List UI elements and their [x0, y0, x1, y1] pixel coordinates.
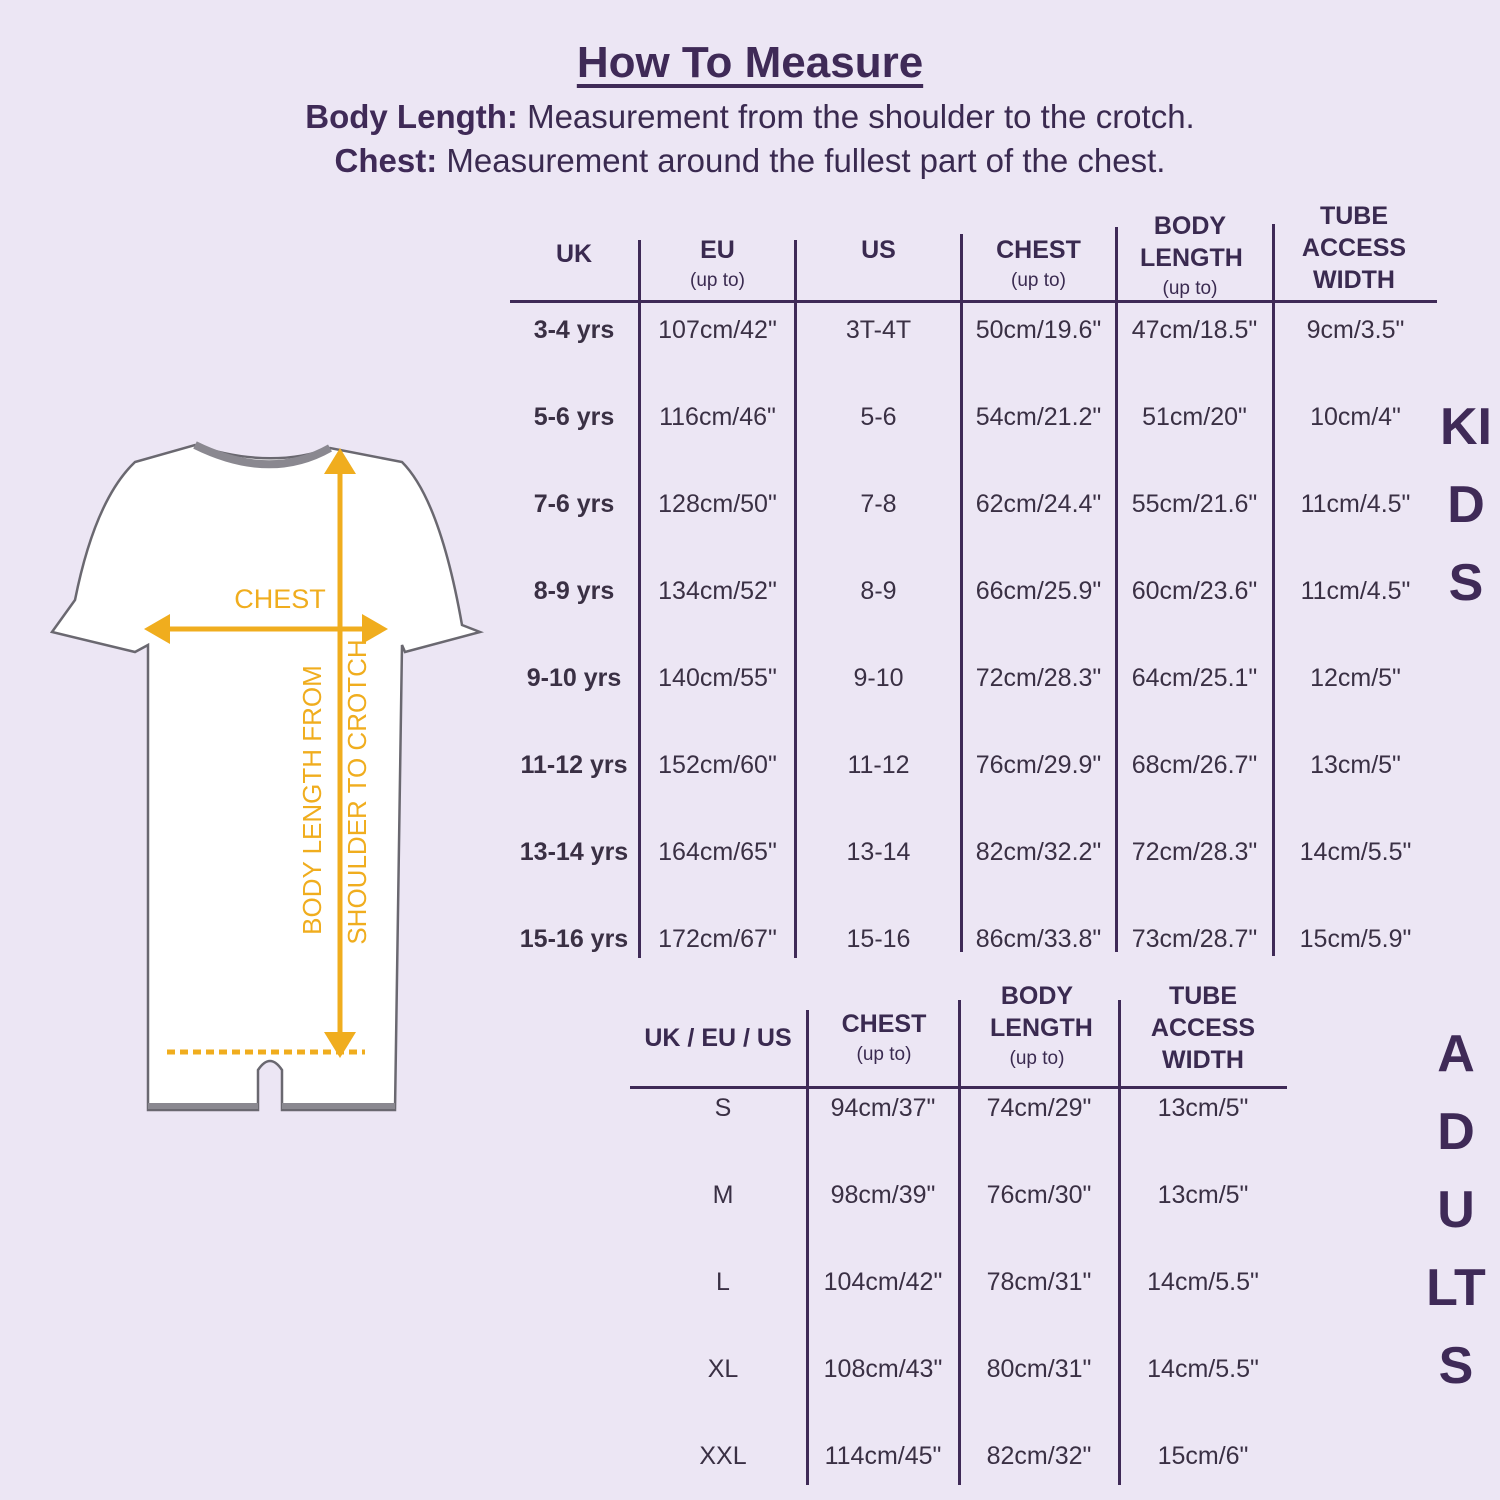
table-cell: 64cm/25.1" — [1131, 664, 1258, 692]
kids-header-eu: EU (up to) — [690, 236, 745, 291]
table-cell: 107cm/42" — [658, 316, 777, 344]
table-cell: 108cm/43" — [823, 1355, 943, 1383]
page-title: How To Measure — [576, 38, 924, 87]
kids-header-uk: UK — [555, 240, 593, 268]
size-label: 11-12 yrs — [520, 751, 628, 779]
bodysuit-outline — [52, 445, 480, 1110]
table-cell: 114cm/45" — [824, 1442, 942, 1470]
adults-column-divider — [958, 1000, 961, 1485]
table-cell: 14cm/5.5" — [1147, 1268, 1259, 1296]
table-cell: 50cm/19.6" — [975, 316, 1102, 344]
kids-header-body-length: BODY LENGTH (up to) — [1140, 212, 1243, 299]
table-cell: 80cm/31" — [986, 1355, 1092, 1383]
body-length-label-line1: BODY LENGTH FROM — [297, 665, 327, 935]
table-cell: 55cm/21.6" — [1131, 490, 1258, 518]
table-cell: 11cm/4.5" — [1300, 490, 1411, 518]
kids-header-rule — [510, 300, 1437, 303]
table-cell: 66cm/25.9" — [975, 577, 1102, 605]
side-letter: ADULTS — [1426, 1025, 1486, 1395]
adults-column-divider — [806, 1010, 809, 1485]
size-label: 9-10 yrs — [526, 664, 622, 692]
table-cell: 98cm/39" — [830, 1181, 936, 1209]
table-cell: 13-14 — [846, 838, 911, 866]
table-cell: 68cm/26.7" — [1131, 751, 1258, 779]
table-cell: 76cm/30" — [986, 1181, 1092, 1209]
table-cell: 47cm/18.5" — [1131, 316, 1258, 344]
table-cell: 3T-4T — [845, 316, 912, 344]
table-cell: 73cm/28.7" — [1131, 925, 1258, 953]
table-cell: 13cm/5" — [1310, 751, 1401, 779]
kids-header-tube-access-width: TUBE ACCESS WIDTH — [1301, 202, 1407, 294]
bodysuit-diagram — [40, 430, 510, 1130]
size-label: 13-14 yrs — [519, 838, 629, 866]
size-label: 3-4 yrs — [533, 316, 615, 344]
table-cell: 51cm/20" — [1142, 403, 1247, 431]
side-letter: KIDS — [1440, 398, 1492, 612]
size-label: M — [712, 1181, 734, 1209]
table-cell: 72cm/28.3" — [1131, 838, 1258, 866]
table-cell: 164cm/65" — [658, 838, 777, 866]
table-cell: 134cm/52" — [658, 577, 777, 605]
size-label: XL — [707, 1355, 739, 1383]
adults-header-body-length: BODY LENGTH (up to) — [990, 982, 1093, 1069]
table-cell: 10cm/4" — [1310, 403, 1401, 431]
size-label: 5-6 yrs — [533, 403, 615, 431]
table-cell: 13cm/5" — [1157, 1094, 1249, 1122]
table-cell: 14cm/5.5" — [1147, 1355, 1259, 1383]
definition-chest: Chest: Measurement around the fullest part of the chest. — [334, 142, 1166, 179]
size-label: XXL — [699, 1442, 747, 1470]
adults-header-uk-eu-us: UK / EU / US — [644, 1024, 792, 1052]
body-length-label-line2: SHOULDER TO CROTCH — [342, 639, 372, 945]
table-cell: 82cm/32.2" — [975, 838, 1102, 866]
table-cell: 11cm/4.5" — [1300, 577, 1411, 605]
adults-column-divider — [1118, 1000, 1121, 1485]
table-cell: 8-9 — [860, 577, 897, 605]
table-cell: 128cm/50" — [658, 490, 777, 518]
size-label: L — [716, 1268, 730, 1296]
table-cell: 78cm/31" — [986, 1268, 1092, 1296]
table-cell: 86cm/33.8" — [975, 925, 1102, 953]
table-cell: 54cm/21.2" — [975, 403, 1102, 431]
table-cell: 7-8 — [860, 490, 897, 518]
table-cell: 14cm/5.5" — [1299, 838, 1412, 866]
adults-header-tube-access-width: TUBE ACCESS WIDTH — [1150, 982, 1256, 1074]
table-cell: 60cm/23.6" — [1131, 577, 1258, 605]
table-cell: 74cm/29" — [986, 1094, 1092, 1122]
table-cell: 15-16 — [846, 925, 911, 953]
table-cell: 9-10 — [853, 664, 904, 692]
table-cell: 5-6 — [860, 403, 897, 431]
table-cell: 94cm/37" — [830, 1094, 936, 1122]
table-cell: 104cm/42" — [823, 1268, 943, 1296]
size-label: 7-6 yrs — [533, 490, 615, 518]
table-cell: 62cm/24.4" — [975, 490, 1102, 518]
kids-header-chest: CHEST (up to) — [996, 236, 1081, 291]
size-label: 8-9 yrs — [533, 577, 615, 605]
table-cell: 15cm/6" — [1157, 1442, 1249, 1470]
table-cell: 11-12 — [847, 751, 910, 779]
table-cell: 76cm/29.9" — [975, 751, 1102, 779]
adults-header-chest: CHEST (up to) — [841, 1010, 927, 1065]
table-cell: 172cm/67" — [658, 925, 777, 953]
table-cell: 9cm/3.5" — [1306, 316, 1405, 344]
table-cell: 72cm/28.3" — [975, 664, 1102, 692]
table-cell: 12cm/5" — [1310, 664, 1401, 692]
chest-measure-label: CHEST — [234, 584, 326, 614]
adults-side-label — [1426, 1015, 1486, 1405]
size-label: 15-16 yrs — [519, 925, 629, 953]
table-cell: 140cm/55" — [658, 664, 777, 692]
size-label: S — [714, 1094, 732, 1122]
kids-side-label — [1436, 388, 1496, 622]
table-cell: 82cm/32" — [986, 1442, 1092, 1470]
table-cell: 152cm/60" — [658, 751, 777, 779]
kids-header-us: US — [861, 236, 896, 264]
definition-body-length: Body Length: Measurement from the shoulder to the crotch. — [305, 98, 1195, 135]
table-cell: 116cm/46" — [659, 403, 776, 431]
table-cell: 15cm/5.9" — [1299, 925, 1412, 953]
table-cell: 13cm/5" — [1157, 1181, 1249, 1209]
